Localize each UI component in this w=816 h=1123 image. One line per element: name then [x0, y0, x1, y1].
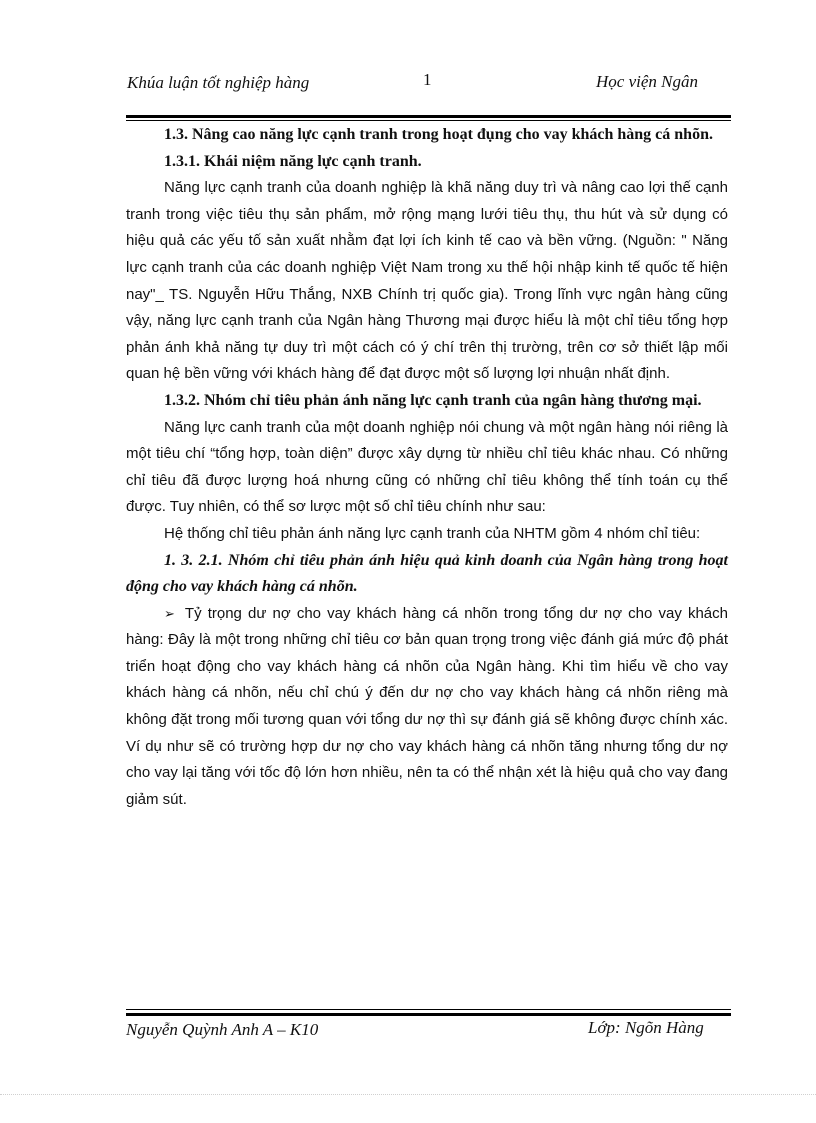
footer-author: Nguyễn Quỳnh Anh A – K10 — [126, 1020, 319, 1039]
paragraph-competitiveness-criteria: Năng lực canh tranh của một doanh nghiệp nói chung và một ngân hàng nói riêng là một tiêu chí “tổng hợp, toàn diện” được xây dựng từ nhiều chỉ tiêu khác nhau. Có những chỉ tiêu đã được lượng hoá nhưng cũng có những chỉ tiêu không thể tính toán cụ thể được. Tuy nhiên, có thể sơ lược một số chỉ tiêu chính như sau: — [126, 418, 728, 516]
page-boundary-dotted-line — [0, 1094, 816, 1095]
paragraph-competitiveness-definition: Năng lực cạnh tranh của doanh nghiệp là khã năng duy trì và nâng cao lợi thế cạnh tranh trong việc tiêu thụ sản phẩm, mở rộng mạng lưới tiêu thụ, thu hút và sử dụng có hiệu quả các yếu tố sản xuất nhằm đạt lợi ích kinh tế cao và bền vững. (Nguồn: " Năng lực cạnh tranh của các doanh nghiệp Việt Nam trong xu thế hội nhập kinh tế quốc tế hiện nay"_ TS. Nguyễn Hữu Thắng, NXB Chính trị quốc gia). Trong lĩnh vực ngân hàng cũng vậy, năng lực cạnh tranh của Ngân hàng Thương mại được hiểu là một chỉ tiêu tổng hợp phản ánh khả năng tự duy trì một cách có ý chí trên thị trường, trên cơ sở thiết lập mối quan hệ bền vững với khách hàng để đạt được một số lượng lợi nhuận nhất định. — [126, 179, 728, 383]
section-1-3-2-heading: 1.3.2. Nhóm chỉ tiêu phản ánh năng lực cạnh tranh của ngân hàng thương mại. — [164, 391, 702, 409]
bullet-text: Tỷ trọng dư nợ cho vay khách hàng cá nhõn trong tổng dư nợ cho vay khách hàng: Đây là một trong những chỉ tiêu cơ bản quan trọng trong việc đánh giá mức độ phát triển hoạt động cho vay khách hàng cá nhõn của Ngân hàng. Khi tìm hiểu về cho vay khách hàng cá nhõn, nếu chỉ chú ý đến dư nợ cho vay khách hàng cá nhõn riêng mà không đặt trong mối tương quan với tổng dư nợ thì sự đánh giá sẽ không được chính xác. Ví dụ như sẽ có trường hợp dư nợ cho vay khách hàng cá nhõn tăng nhưng tổng dư nợ cho vay lại tăng với tốc độ lớn hơn nhiều, nên ta có thể nhận xét là hiệu quả cho vay đang giảm sút. — [126, 604, 728, 808]
page-number: 1 — [423, 70, 432, 89]
section-1-3-2-1-heading: 1. 3. 2.1. Nhóm chỉ tiêu phản ánh hiệu quả kinh doanh của Ngân hàng trong hoạt động cho vay khách hàng cá nhõn. — [126, 551, 728, 596]
arrow-bullet-icon: ➢ — [164, 605, 175, 621]
footer-rule-thin — [126, 1009, 731, 1010]
header-rule-thick — [126, 115, 731, 118]
header-left: Khúa luận tốt nghiệp hàng — [127, 73, 310, 92]
paragraph-indicator-groups: Hệ thống chỉ tiêu phản ánh năng lực cạnh tranh của NHTM gồm 4 nhóm chỉ tiêu: — [164, 524, 701, 542]
section-1-3-1-heading: 1.3.1. Khái niệm năng lực cạnh tranh. — [164, 152, 422, 170]
footer-class: Lớp: Ngõn Hàng — [588, 1018, 704, 1037]
bullet-paragraph-loan-share — [126, 601, 728, 814]
header-right: Học viện Ngân — [596, 72, 698, 91]
document-body — [126, 122, 728, 813]
section-1-3-heading: 1.3. Nâng cao năng lực cạnh tranh trong hoạt đụng cho vay khách hàng cá nhõn. — [164, 126, 713, 143]
footer-rule-thick — [126, 1013, 731, 1016]
header-rule-thin — [126, 120, 731, 121]
